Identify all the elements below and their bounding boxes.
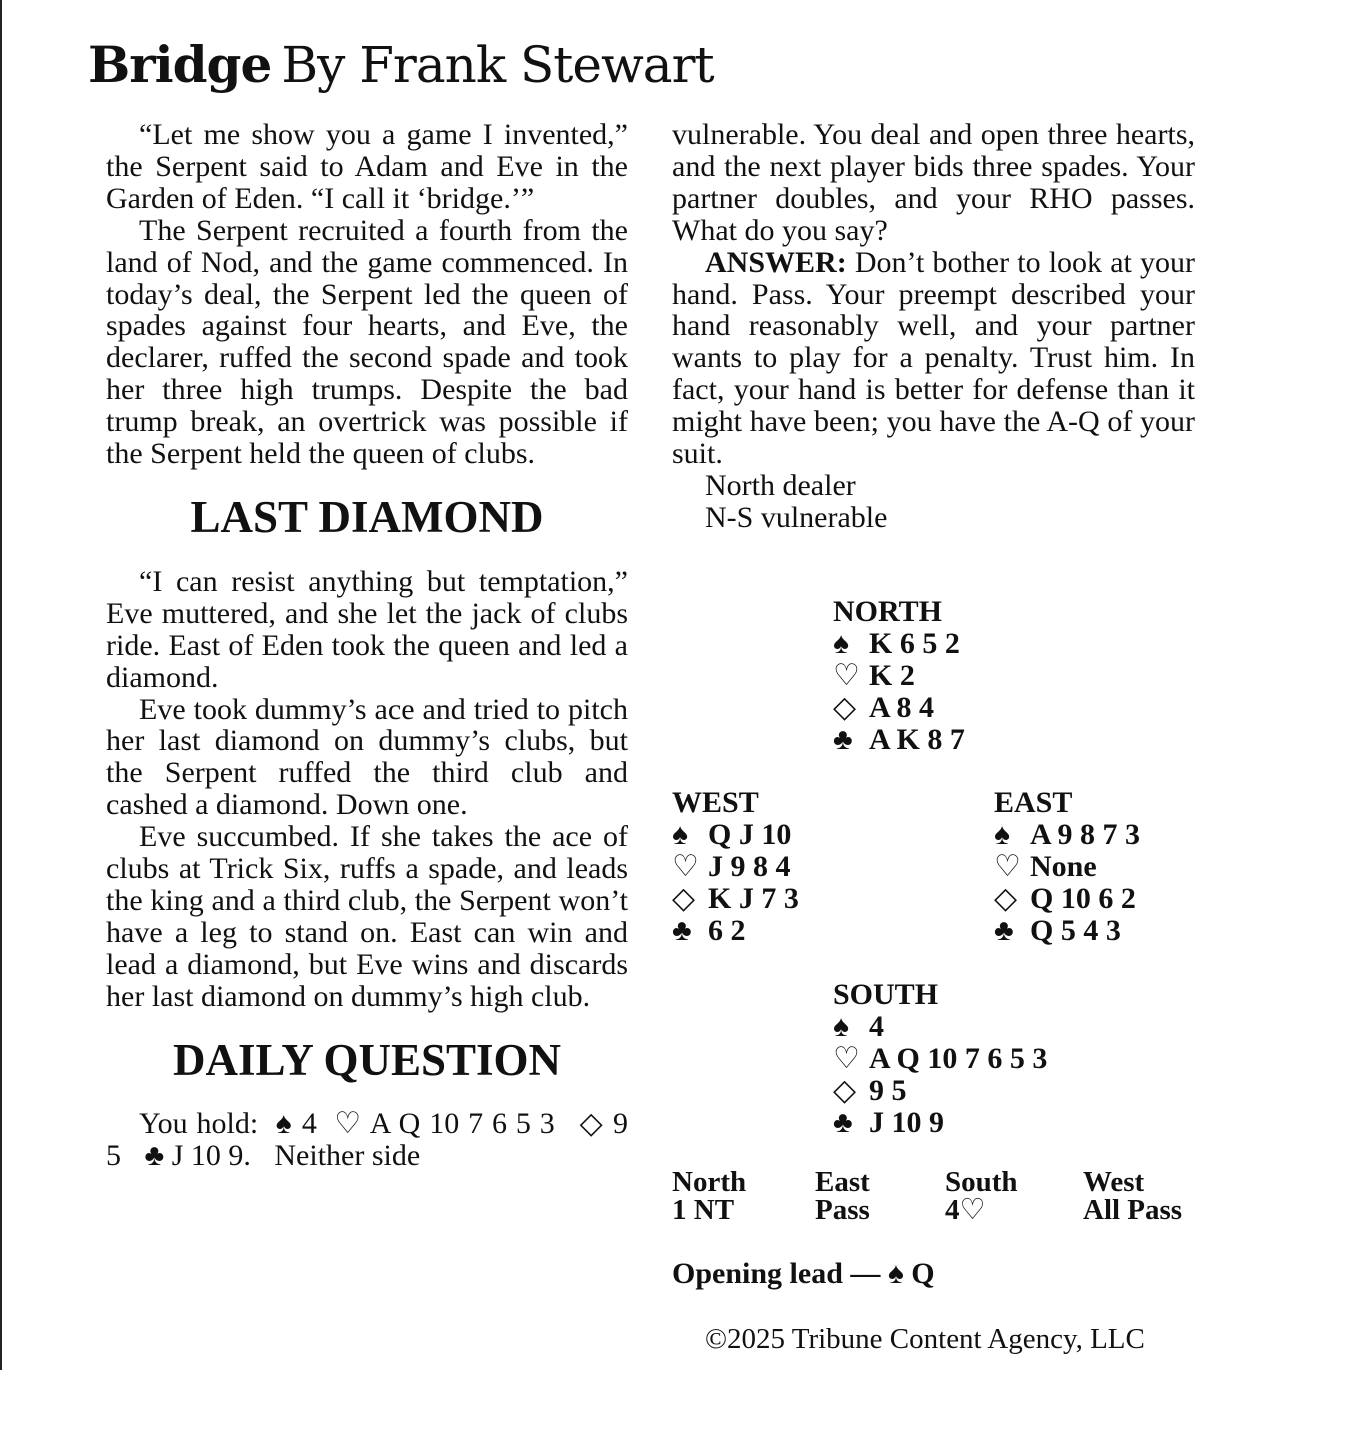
hand-name: NORTH [833,595,942,628]
question-clubs: ♣ J 10 9. [144,1139,251,1173]
vulnerability-line: N-S vulnerable [705,500,888,534]
subheading-daily-question: DAILY QUESTION [172,1034,562,1085]
auction-bid: Pass [815,1194,870,1226]
paragraph-answer [672,247,1195,470]
hand-name: SOUTH [833,978,939,1011]
auction-bid-row [672,1196,1198,1224]
hand-south: SOUTH ♠ 4 ♡ A Q 10 7 6 5 3 ◇ 9 5 ♣ J 10 9 [833,978,1048,1139]
answer-text: Don’t bother to look at your hand. Pass. Your preempt described your hand reasonably well, and your partner wants to play for a penalty. Trust him. In fact, your hand is better for defense than it might have been; you have the A-Q of your suit. [672,245,1195,471]
club-icon: ♣ [833,1106,853,1139]
auction-bid: All Pass [1083,1194,1183,1226]
hand-north: NORTH ♠ K 6 5 2 ♡ K 2 ◇ A 8 4 ♣ A K 8 7 [833,595,965,756]
heart-icon: ♡ [833,659,860,692]
answer-label: ANSWER: [705,245,847,279]
diamond-icon: ◇ [833,691,857,724]
heart-icon: ♡ [672,850,699,883]
dealer-line: North dealer [705,468,856,502]
auction-bid: 1 NT [672,1194,735,1226]
paragraph-daily-question: You hold: ♠ 4 ♡ A Q 10 7 6 5 3 ◇ 9 5 ♣ J 10 9. Neither side [106,1107,629,1173]
article-right-column [672,119,1195,534]
club-icon: ♣ [994,914,1014,947]
paragraph-down-one: Eve took dummy’s ace and tried to pitch her last diamond on dummy’s clubs, but the Serpent ruffed the third club and cashed a diamond. Down one. [106,692,628,822]
spade-icon: ♠ [833,1010,849,1043]
paragraph-temptation: “I can resist anything but temptation,” Eve muttered, and she let the jack of clubs ride. East of Eden took the queen and led a diamond. [106,564,628,694]
paragraph-serpent-lead: The Serpent recruited a fourth from the land of Nod, and the game commenced. In today’s deal, the Serpent led the queen of spades against four hearts, and Eve, the declarer, ruffed the second spade and took her three high trumps. Despite the bad trump break, an overtrick was possible if the Serpent held the queen of clubs. [106,213,628,471]
page-title [88,30,714,100]
question-hearts: ♡ A Q 10 7 6 5 3 [332,1107,555,1141]
question-tail: Neither side [274,1139,421,1173]
question-diamonds: ◇ 9 5 [106,1107,629,1173]
article-left-column [106,119,628,1172]
question-spades: ♠ 4 [274,1107,317,1141]
page-edge-rule [0,0,2,1370]
diamond-icon: ◇ [994,882,1018,915]
spade-icon: ♠ [833,627,849,660]
club-icon: ♣ [672,914,692,947]
auction-header-row [672,1168,1198,1196]
title-byline: By Frank Stewart [281,36,714,94]
heart-icon: ♡ [833,1042,860,1075]
auction-header: West [1083,1166,1145,1198]
opening-lead: Opening lead — ♠ Q [672,1257,935,1290]
auction-table [672,1168,1198,1224]
diamond-icon: ◇ [672,882,696,915]
diamond-icon: ◇ [833,1074,857,1107]
subheading-last-diamond: LAST DIAMOND [190,491,544,542]
hand-west: WEST ♠ Q J 10 ♡ J 9 8 4 ◇ K J 7 3 ♣ 6 2 [672,786,799,947]
spade-icon: ♠ [672,818,688,851]
paragraph-question-continued: vulnerable. You deal and open three hearts, and the next player bids three spades. Your partner doubles, and your RHO passes. What do you say? [672,118,1195,247]
heart-icon: ♡ [994,850,1021,883]
auction-bid: 4♡ [945,1194,986,1226]
title-bridge: Bridge [88,35,272,94]
auction-header: South [945,1166,1018,1198]
hand-east: EAST ♠ A 9 8 7 3 ♡ None ◇ Q 10 6 2 ♣ Q 5 4 3 [994,786,1141,947]
club-icon: ♣ [833,723,853,756]
paragraph-correct-line: Eve succumbed. If she takes the ace of clubs at Trick Six, ruffs a spade, and leads the king and a third club, the Serpent won’t have a leg to stand on. East can win and lead a diamond, but Eve wins and discards her last diamond on dummy’s high club. [106,820,628,1013]
auction-header: North [672,1166,747,1198]
hand-name: WEST [672,786,759,819]
spade-icon: ♠ [994,818,1010,851]
auction-header: East [815,1166,870,1198]
paragraph-intro: “Let me show you a game I invented,” the Serpent said to Adam and Eve in the Garden of Eden. “I call it ‘bridge.’” [106,118,628,215]
copyright-notice: ©2025 Tribune Content Agency, LLC [705,1323,1145,1355]
hand-name: EAST [994,786,1073,819]
